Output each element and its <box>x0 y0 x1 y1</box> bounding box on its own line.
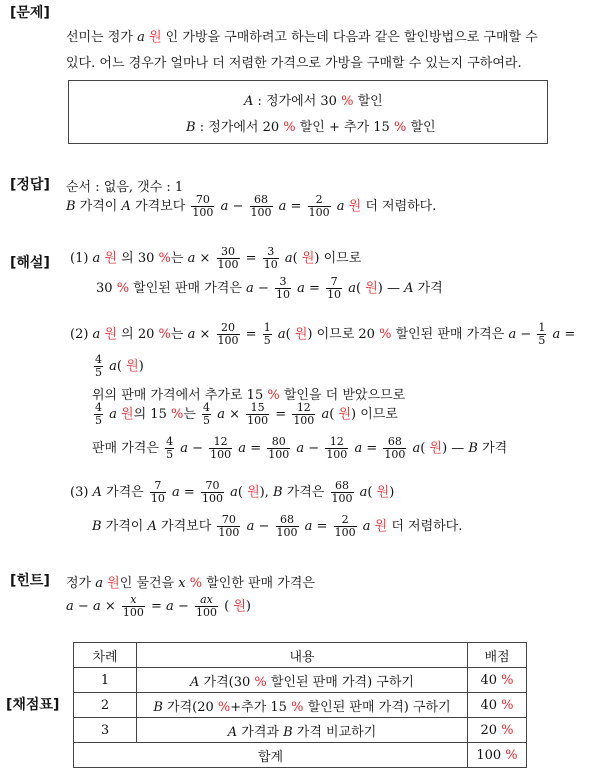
table-row <box>74 668 527 693</box>
row-content: A 가격과 B 가격 비교하기 <box>137 718 468 743</box>
exp-3-line-a: (3) A 가격은 $\frac{7}{10}$ a = $\frac{70}{100}$ a( 원), B 가격은 $\frac{68}{100}$ a( 원) <box>70 479 395 505</box>
problem-line-1: 선미는 정가 a 원 인 가방을 구매하려고 하는데 다음과 같은 할인방법으로 구매할 수 <box>66 30 538 45</box>
section-label-hint: [힌트] <box>10 573 50 589</box>
grading-table <box>73 642 527 768</box>
section-label-grading: [채점표] <box>6 697 60 713</box>
row-score: 40 % <box>468 693 527 718</box>
exp-2-line-d: $\frac{4}{5}$ a 원의 15 %는 $\frac{4}{5}$ a × $\frac{15}{100}$ = $\frac{12}{100}$ a( 원) 이므로 <box>95 401 398 427</box>
col-header-order: 차례 <box>74 643 137 668</box>
exp-1-line-b: 30 % 할인된 판매 가격은 a − $\frac{3}{10}$ a = $\frac{7}{10}$ a( 원) — A 가격 <box>96 275 443 301</box>
hint-line-2: a − a × $\frac{x}{100}$ = a − $\frac{ax}{100}$ ( 원) <box>66 593 251 619</box>
row-order: 1 <box>74 668 137 693</box>
answer-line-1: 순서 : 없음, 갯수 : 1 <box>66 180 184 195</box>
row-order: 2 <box>74 693 137 718</box>
col-header-content: 내용 <box>137 643 468 668</box>
option-a: A : 정가에서 30 % 할인 <box>244 94 383 109</box>
exp-2-line-a: (2) a 원 의 20 %는 a × $\frac{20}{100}$ = $\frac{1}{5}$ a( 원) 이므로 20 % 할인된 판매 가격은 a − $\frac{1}{5}$ a = <box>70 321 576 347</box>
total-label: 합계 <box>74 743 468 768</box>
option-b: B : 정가에서 20 % 할인 + 추가 15 % 할인 <box>186 120 436 135</box>
exp-2-line-e: 판매 가격은 $\frac{4}{5}$ a − $\frac{12}{100}$ a = $\frac{80}{100}$ a − $\frac{12}{100}$ a = $\frac{68}{100}$ a( 원) — B 가격 <box>92 435 508 461</box>
problem-line-2: 있다. 어느 경우가 얼마나 더 저렴한 가격으로 가방을 구매할 수 있는지 구하여라. <box>66 56 522 71</box>
exp-2-line-b: $\frac{4}{5}$ a( 원) <box>95 353 144 379</box>
table-total-row <box>74 743 527 768</box>
exp-2-line-c: 위의 판매 가격에서 추가로 15 % 할인을 더 받았으므로 <box>92 388 406 403</box>
row-content: B 가격(20 %+추가 15 % 할인된 판매 가격) 구하기 <box>137 693 468 718</box>
table-row <box>74 718 527 743</box>
row-score: 20 % <box>468 718 527 743</box>
section-label-answer: [정답] <box>10 177 50 193</box>
section-label-explanation: [해설] <box>10 255 50 271</box>
hint-line-1: 정가 a 원인 물건을 x % 할인한 판매 가격은 <box>66 576 315 591</box>
table-row <box>74 693 527 718</box>
exp-3-line-b: B 가격이 A 가격보다 $\frac{70}{100}$ a − $\frac{68}{100}$ a = $\frac{2}{100}$ a 원 더 저렴하다. <box>92 513 463 539</box>
row-content: A 가격(30 % 할인된 판매 가격) 구하기 <box>137 668 468 693</box>
row-score: 40 % <box>468 668 527 693</box>
section-label-problem: [문제] <box>10 5 50 21</box>
answer-line-2: B 가격이 A 가격보다 $\frac{70}{100}$ a − $\frac{68}{100}$ a = $\frac{2}{100}$ a 원 더 저렴하다. <box>66 193 437 219</box>
total-value: 100 % <box>468 743 527 768</box>
table-header-row <box>74 643 527 668</box>
exp-1-line-a: (1) a 원 의 30 %는 a × $\frac{30}{100}$ = $\frac{3}{10}$ a( 원) 이므로 <box>70 245 362 271</box>
row-order: 3 <box>74 718 137 743</box>
col-header-score: 배점 <box>468 643 527 668</box>
